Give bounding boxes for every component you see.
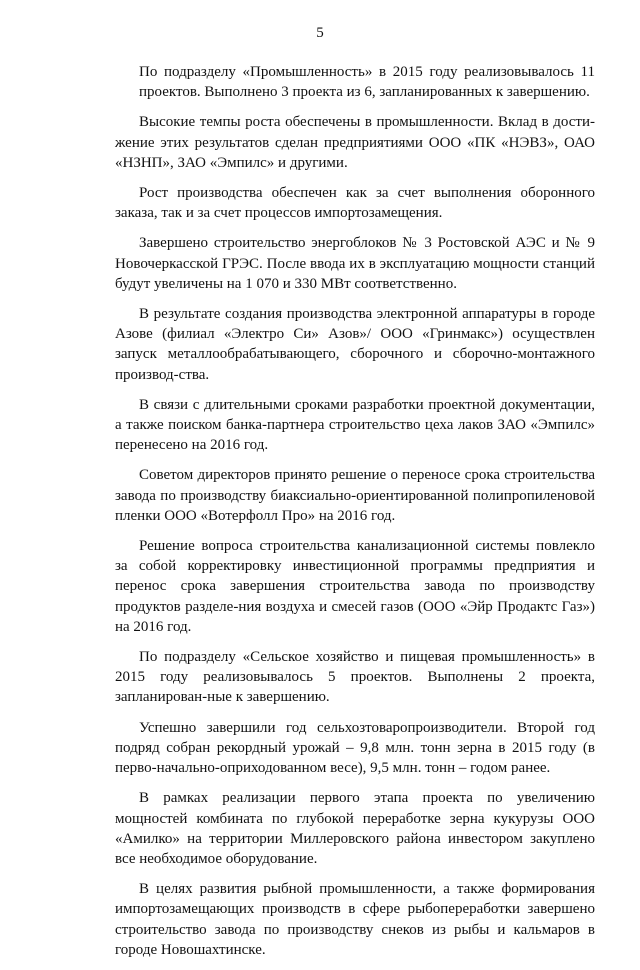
document-body [115, 62, 595, 970]
paragraph-electronics-azov: В результате создания производства электронной аппаратуры в городе Азове (филиал «Электро Си» Азов»/ ООО «Гринмакс») осуществлен запуск металлообрабатывающего, сборочного и сборочно-монтажного производ-ства. [115, 306, 595, 383]
paragraph-air-separation: Решение вопроса строительства канализационной системы повлекло за собой корректировку инвестиционной программы предприятия и перенос срока завершения строительства завода по производству продуктов разделе-ния воздуха и смесей газов (ООО «Эйр Продактс Газ») на 2016 год. [115, 538, 595, 635]
paragraph-defense-orders: Рост производства обеспечен как за счет выполнения оборонного заказа, так и за счет процессов импортозамещения. [115, 185, 595, 222]
paragraph-power-units: Завершено строительство энергоблоков № 3 Ростовской АЭС и № 9 Новочеркасской ГРЭС. После ввода их в эксплуатацию мощности станций будут увеличены на 1 070 и 330 МВт соответственно. [115, 235, 595, 292]
paragraph-fish-industry: В целях развития рыбной промышленности, а также формирования импортозамещающих производств в сфере рыбопереработки завершено строительство завода по производству снеков из рыбы и кальмаров в городе Новошахтинске. [115, 881, 595, 958]
paragraph-industry-summary: По подразделу «Промышленность» в 2015 году реализовывалось 11 проектов. Выполнено 3 проекта из 6, запланированных к завершению. [139, 64, 595, 101]
paragraph-lacquer-shop: В связи с длительными сроками разработки проектной документации, а также поиском банка-партнера строительство цеха лаков ЗАО «Эмпилс» перенесено на 2016 год. [115, 396, 595, 454]
page-number: 5 [316, 25, 324, 41]
paragraph-agriculture-summary: По подразделу «Сельское хозяйство и пищевая промышленность» в 2015 году реализовывалось 5 проектов. Выполнены 2 проекта, запланирован-ные к завершению. [115, 649, 595, 706]
paragraph-film-plant: Советом директоров принято решение о переносе срока строительства завода по производству биаксиально-ориентированной полипропиленовой пленки ООО «Вотерфолл Про» на 2016 год. [115, 467, 595, 524]
paragraph-harvest: Успешно завершили год сельхозтоваропроизводители. Второй год подряд собран рекордный урожай – 9,8 млн. тонн зерна в 2015 году (в перво-начально-оприходованном весе), 9,5 млн. тонн – годом ранее. [115, 719, 595, 777]
paragraph-corn-processing: В рамках реализации первого этапа проекта по увеличению мощностей комбината по глубокой переработке зерна кукурузы ООО «Амилко» на территории Миллеровского района инвестором закуплено все необходимое оборудование. [115, 790, 595, 867]
paragraph-industry-growth: Высокие темпы роста обеспечены в промышленности. Вклад в дости-жение этих результатов сделан предприятиями ООО «ПК «НЭВЗ», ОАО «НЗНП», ЗАО «Эмпилс» и другими. [115, 114, 595, 171]
